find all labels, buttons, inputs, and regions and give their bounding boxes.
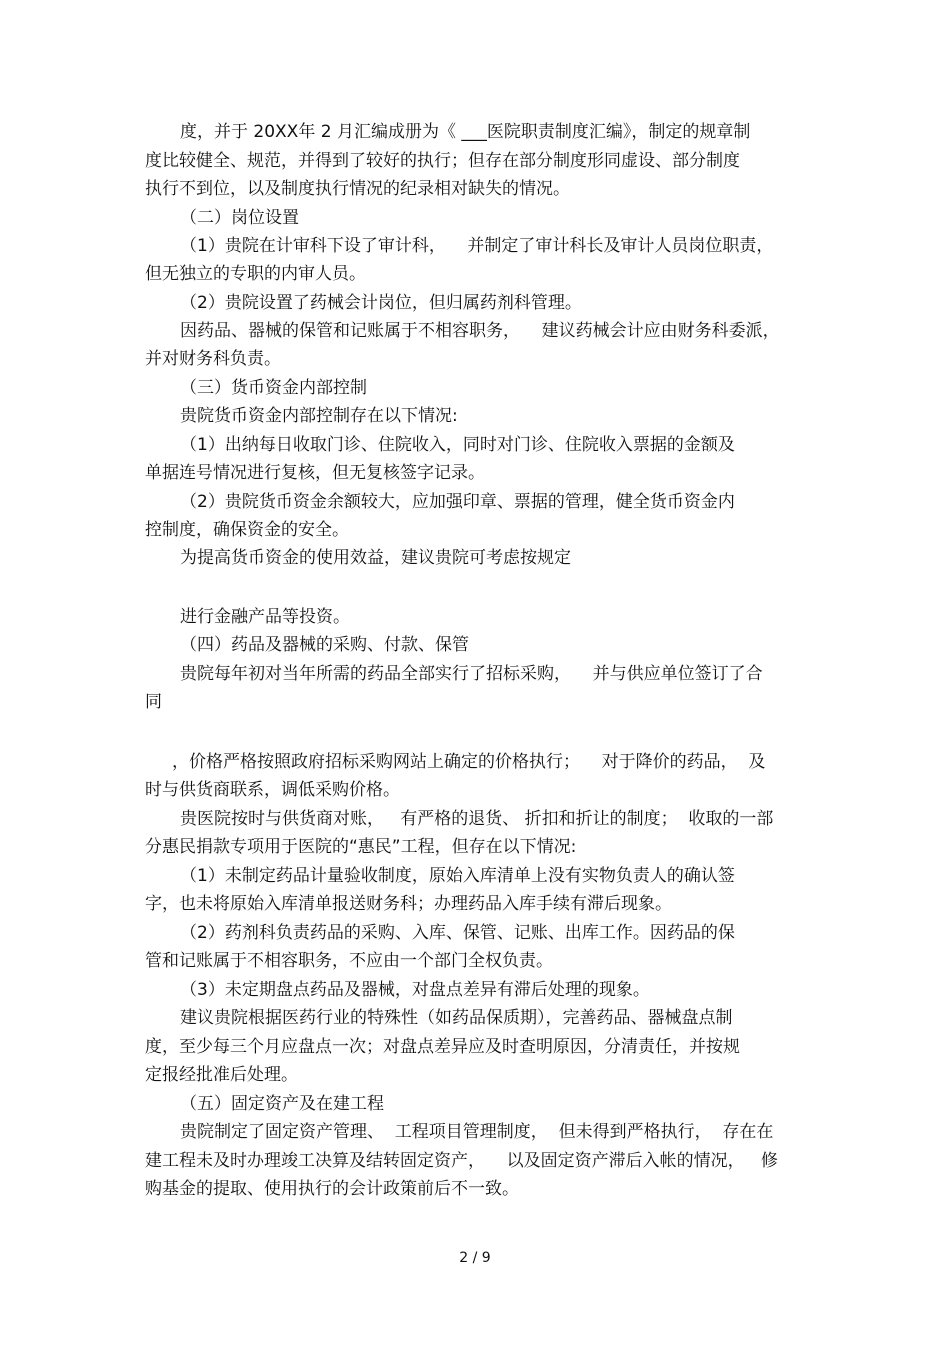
body-text-line: 单据连号情况进行复核，但无复核签字记录。 (145, 463, 485, 483)
body-text-line: 进行金融产品等投资。 (180, 607, 350, 627)
body-text-line: ，价格严格按照政府招标采购网站上确定的价格执行； 对于降价的药品， 及 (172, 752, 766, 772)
body-text-line: 字，也未将原始入库清单报送财务科；办理药品入库手续有滞后现象。 (145, 894, 672, 914)
body-text-line: 控制度，确保资金的安全。 (145, 520, 349, 540)
body-text-line: 分惠民捐款专项用于医院的“惠民”工程，但存在以下情况: (145, 837, 577, 857)
body-text-line: 度，至少每三个月应盘点一次；对盘点差异应及时查明原因，分清责任，并按规 (145, 1037, 740, 1057)
body-text-line: 为提高货币资金的使用效益，建议贵院可考虑按规定 (180, 548, 571, 568)
body-text-line: 时与供货商联系，调低采购价格。 (145, 780, 400, 800)
body-text-line: 建议贵院根据医药行业的特殊性（如药品保质期），完善药品、器械盘点制 (180, 1008, 733, 1028)
body-text-line: 因药品、器械的保管和记账属于不相容职务， 建议药械会计应由财务科委派， (180, 321, 780, 341)
body-text-line: 同 (145, 692, 162, 712)
body-text-line: （1）未制定药品计量验收制度，原始入库清单上没有实物负责人的确认签 (180, 866, 735, 886)
body-text-line: 贵院制定了固定资产管理、 工程项目管理制度， 但未得到严格执行， 存在在 (180, 1122, 774, 1142)
body-text-line: 贵医院按时与供货商对账， 有严格的退货、 折扣和折让的制度； 收取的一部 (180, 809, 774, 829)
body-text-line: （2）药剂科负责药品的采购、入库、保管、记账、出库工作。因药品的保 (180, 923, 735, 943)
section-heading: （三）货币资金内部控制 (180, 378, 367, 398)
page-number: 2 / 9 (459, 1250, 491, 1266)
body-text-line: 但无独立的专职的内审人员。 (145, 264, 366, 284)
section-heading: （四）药品及器械的采购、付款、保管 (180, 635, 469, 655)
body-text-line: 购基金的提取、使用执行的会计政策前后不一致。 (145, 1179, 519, 1199)
body-text-line: 并对财务科负责。 (145, 349, 281, 369)
body-text-line: 贵院每年初对当年所需的药品全部实行了招标采购， 并与供应单位签订了合 (180, 664, 763, 684)
body-text-line: （2）贵院设置了药械会计岗位，但归属药剂科管理。 (180, 293, 582, 313)
body-text-line: 度比较健全、规范，并得到了较好的执行；但存在部分制度形同虚设、部分制度 (145, 151, 740, 171)
body-text-line: （2）贵院货币资金余额较大，应加强印章、票据的管理，健全货币资金内 (180, 492, 735, 512)
section-heading: （二）岗位设置 (180, 208, 299, 228)
body-text-line: 贵院货币资金内部控制存在以下情况: (180, 406, 458, 426)
body-text-line: 管和记账属于不相容职务，不应由一个部门全权负责。 (145, 951, 553, 971)
body-text-line: （3）未定期盘点药品及器械，对盘点差异有滞后处理的现象。 (180, 980, 650, 1000)
body-text-line: （1）出纳每日收取门诊、住院收入，同时对门诊、住院收入票据的金额及 (180, 435, 735, 455)
body-text-line: 执行不到位，以及制度执行情况的纪录相对缺失的情况。 (145, 179, 570, 199)
body-text-line: 度，并于 20XX年 2 月汇编成册为《 ___医院职责制度汇编》，制定的规章制 (180, 122, 751, 142)
body-text-line: 建工程未及时办理竣工决算及结转固定资产， 以及固定资产滞后入帐的情况， 修 (145, 1151, 778, 1171)
body-text-line: （1）贵院在计审科下设了审计科， 并制定了审计科长及审计人员岗位职责， (180, 236, 774, 256)
body-text-line: 定报经批准后处理。 (145, 1065, 298, 1085)
section-heading: （五）固定资产及在建工程 (180, 1094, 384, 1114)
